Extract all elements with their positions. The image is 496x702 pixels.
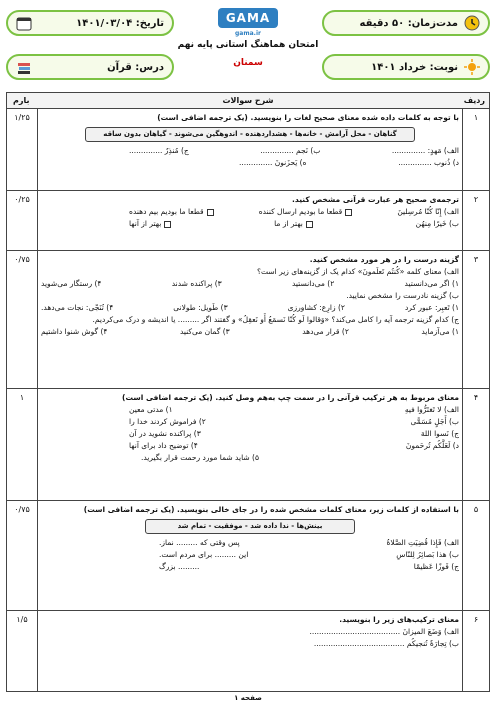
question-number: ۲ bbox=[473, 195, 479, 204]
item-b: ب) نَجم .............. bbox=[260, 146, 321, 156]
option[interactable]: ۲) قرار می‌دهد bbox=[302, 327, 349, 336]
questions-table bbox=[6, 92, 490, 692]
calendar-icon bbox=[16, 15, 32, 31]
question-number: ۳ bbox=[473, 255, 479, 264]
question-score: ۰/۷۵ bbox=[14, 505, 30, 514]
duration-text: مدت‌زمان: ۵۰ دقیقه bbox=[359, 17, 458, 29]
session-text: نوبت: خرداد ۱۴۰۱ bbox=[371, 61, 458, 73]
item-d: د) ذُنوب .............. bbox=[398, 158, 459, 168]
question-title: گزینه درست را در هر مورد مشخص کنید. bbox=[309, 255, 459, 264]
option[interactable]: ۳) پراکنده شدند bbox=[171, 279, 222, 288]
option[interactable]: ۱) تَعبِر: عبور کرد bbox=[404, 303, 459, 312]
item-a[interactable]: الف) وَضَعَ المیزانَ ...................................... bbox=[309, 627, 459, 636]
question-score: ۰/۲۵ bbox=[14, 195, 30, 204]
match-right: د) لَعَلَّکُم تُرحَمونَ bbox=[405, 441, 459, 450]
option[interactable]: ۱) می‌آزماید bbox=[421, 327, 459, 336]
option[interactable]: ۳) طَویل: طولانی bbox=[173, 303, 228, 312]
lesson-pill bbox=[6, 54, 174, 80]
item-a: الف) مَهدٍ: .............. bbox=[391, 146, 459, 156]
option-b2: بهتر از آنها bbox=[129, 219, 162, 228]
item-a: الف) معنای کلمه «کُنتُم تَعلَمونَ» کدام یک از گزینه‌های زیر است؟ bbox=[256, 267, 459, 276]
question-title: با استفاده از کلمات زیر، معنای کلمات مشخص شده را در جای خالی بنویسید. (یک ترجمه اضافی است) bbox=[83, 505, 459, 514]
checkbox[interactable] bbox=[306, 221, 313, 228]
item-b-blank[interactable]: این ......... برای مردم است. bbox=[159, 550, 249, 560]
clock-icon bbox=[464, 15, 480, 31]
word-bank: بینش‌ها - ندا داده شد - موفقیت - تمام شد bbox=[145, 519, 355, 534]
duration-pill bbox=[322, 10, 490, 36]
province-name: سمنان bbox=[233, 58, 263, 68]
match-left: ۴) توضیح داد برای آنها bbox=[129, 441, 198, 450]
question-number: ۱ bbox=[473, 113, 479, 122]
books-icon bbox=[16, 59, 32, 75]
question-3 bbox=[7, 251, 489, 389]
question-score: ۱/۲۵ bbox=[14, 113, 30, 122]
option[interactable]: ۱) اگر می‌دانستید bbox=[404, 279, 459, 288]
match-left: ۱) مدتی معین bbox=[129, 405, 173, 414]
question-title: ترجمه‌ی صحیح هر عبارت قرآنی مشخص کنید. bbox=[292, 195, 459, 204]
checkbox[interactable] bbox=[207, 209, 214, 216]
option[interactable]: ۳) گمان می‌کنید bbox=[179, 327, 230, 336]
match-left: ۳) پراکنده نشوید در آن bbox=[129, 429, 201, 438]
match-left: ۵) شاید شما مورد رحمت قرار بگیرید. bbox=[140, 453, 259, 462]
item-c: ج) مُنذِرٌ .............. bbox=[129, 146, 189, 156]
option[interactable]: ۲) زارِع: کشاورزی bbox=[287, 303, 345, 312]
question-score: ۰/۷۵ bbox=[14, 255, 30, 264]
question-4 bbox=[7, 389, 489, 501]
question-6 bbox=[7, 611, 489, 691]
date-text: تاریخ: ۱۴۰۱/۰۳/۰۴ bbox=[76, 17, 164, 29]
exam-title: امتحان هماهنگ استانی پایه نهم bbox=[177, 40, 319, 50]
page-number: صفحه ۱ bbox=[234, 694, 262, 702]
option-b1: بهتر از ما bbox=[274, 219, 303, 228]
desc-label: شرح سوالات bbox=[222, 96, 274, 105]
logo-subtitle: gama.ir bbox=[235, 30, 261, 37]
lesson-text: درس: قرآن bbox=[107, 61, 164, 73]
item-a: الف) فَإِذا قُضِیَتِ الصَّلاةُ bbox=[386, 538, 459, 548]
option[interactable]: ۴) تُنَجّی: نجات می‌دهد. bbox=[41, 303, 114, 312]
question-number: ۴ bbox=[473, 393, 479, 402]
item-a: الف) إِنّا کُنّا مُرسِلینَ bbox=[397, 207, 459, 216]
match-right: ج) نَسوا اللهَ bbox=[420, 429, 459, 438]
option-a2: قطعا ما بودیم بیم دهنده bbox=[129, 207, 204, 216]
session-pill bbox=[322, 54, 490, 80]
item-b: ب) گزینه نادرست را مشخص نمایید. bbox=[346, 291, 459, 300]
item-e: ه) یَحزَنونَ .............. bbox=[239, 158, 307, 168]
option-a1: قطعا ما بودیم ارسال کننده bbox=[258, 207, 343, 216]
question-1 bbox=[7, 109, 489, 191]
question-2 bbox=[7, 191, 489, 251]
match-right: ب) أَجَلٍ مُسَمًّی bbox=[410, 417, 459, 426]
item-b: ب) هذا بَصائِرُ لِلنّاسِ bbox=[396, 550, 459, 560]
question-title: با توجه به کلمات داده شده معنای صحیح لغات را بنویسید. (یک ترجمه اضافی است) bbox=[157, 113, 459, 122]
word-bank: گناهان - محل آرامش - خانه‌ها - هشداردهنده - اندوهگین می‌شوند - گیاهان بدون ساقه bbox=[85, 127, 415, 142]
item-c: ج) فَوزًا عَظیمًا bbox=[413, 562, 459, 572]
checkbox[interactable] bbox=[164, 221, 171, 228]
match-right: الف) لا تَغتَرُّوا فیهِ bbox=[404, 405, 459, 414]
question-score: ۱/۵ bbox=[16, 615, 28, 624]
date-pill bbox=[6, 10, 174, 36]
question-number: ۶ bbox=[473, 615, 479, 624]
item-b[interactable]: ب) تِجارَةٌ تُنجیکُم ...................................... bbox=[313, 639, 459, 648]
question-5 bbox=[7, 501, 489, 611]
header bbox=[6, 4, 490, 86]
item-c: ج) کدام گزینه ترجمه آیه را کامل می‌کند؟ «وَقالوا لَو کُنّا نَسمَعُ أَو نَعقِلُ» و گفتند اگر ......... یا اندیشه و درک می‌کردیم. bbox=[92, 315, 459, 324]
sun-icon bbox=[464, 59, 480, 75]
gama-logo: GAMA bbox=[218, 8, 278, 28]
score-label: بارم bbox=[13, 96, 30, 105]
option[interactable]: ۴) گوش شنوا داشتیم bbox=[41, 327, 108, 336]
checkbox[interactable] bbox=[345, 209, 352, 216]
row-label: ردیف bbox=[463, 96, 485, 105]
item-b: ب) خَیرًا مِنهُن bbox=[415, 219, 459, 228]
question-number: ۵ bbox=[473, 505, 479, 514]
option[interactable]: ۲) می‌دانستید bbox=[291, 279, 335, 288]
question-title: معنای ترکیب‌های زیر را بنویسید. bbox=[339, 615, 459, 624]
item-a-blank[interactable]: پس وقتی که ......... نماز. bbox=[159, 538, 240, 548]
exam-page bbox=[6, 4, 490, 702]
table-header bbox=[7, 93, 489, 109]
option[interactable]: ۴) رستگار می‌شوید bbox=[41, 279, 102, 288]
question-score: ۱ bbox=[19, 393, 25, 402]
header-center bbox=[161, 8, 335, 68]
match-left: ۲) فراموش کردند خدا را bbox=[129, 417, 206, 426]
item-c-blank[interactable]: ......... بزرگ bbox=[159, 562, 200, 572]
question-title: معنای مربوط به هر ترکیب قرآنی را در سمت چپ به‌هم وصل کنید. (یک ترجمه اضافی است) bbox=[122, 393, 459, 402]
